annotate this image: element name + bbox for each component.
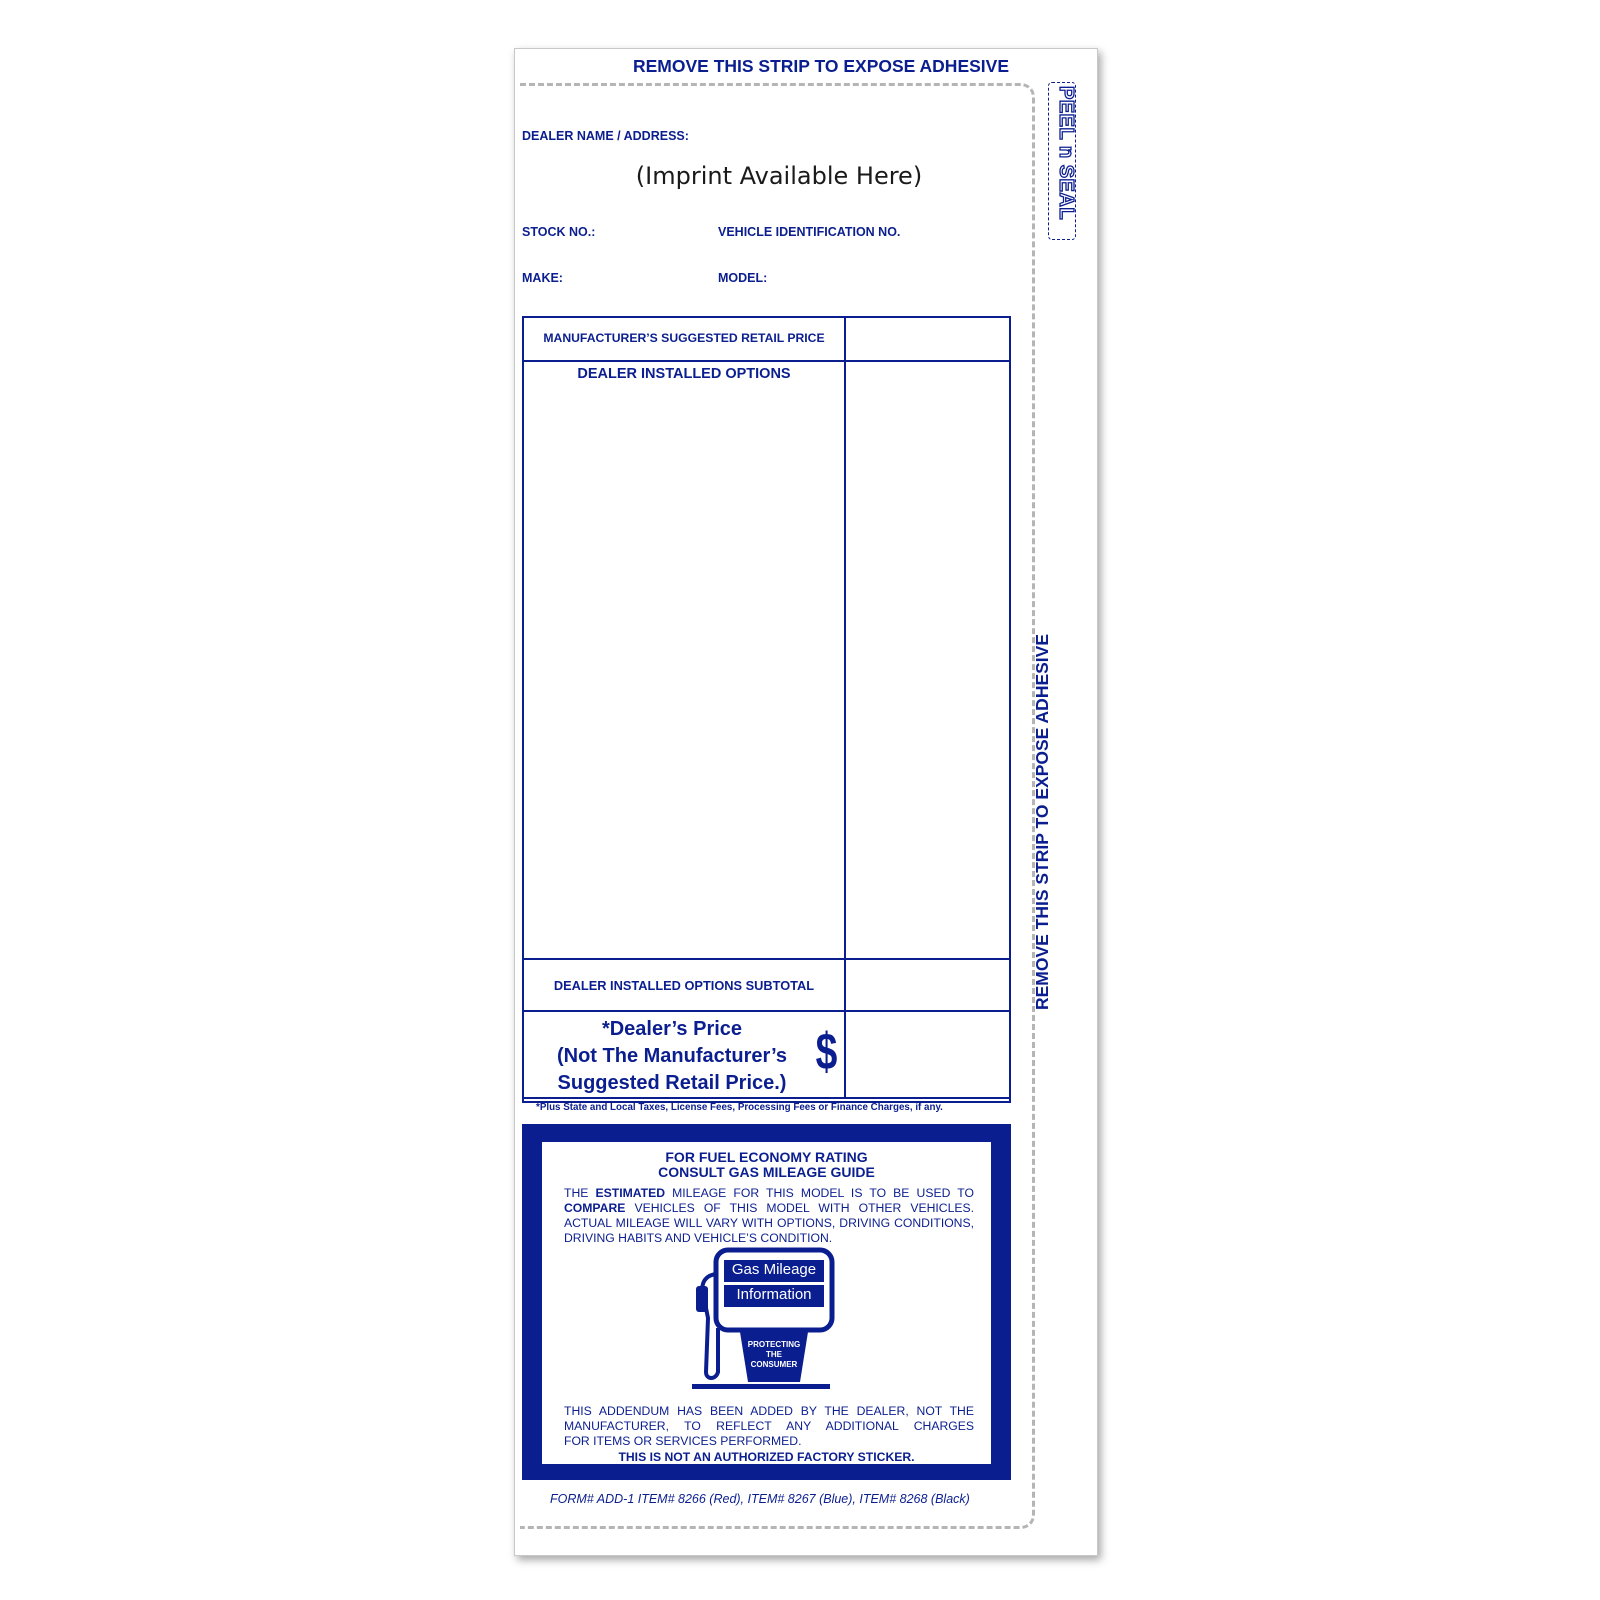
para-text: FOR ITEMS OR SERVICES PERFORMED. xyxy=(564,1434,802,1448)
para-text: VEHICLES OF THIS MODEL WITH OTHER VEHICLES. xyxy=(625,1201,974,1215)
para-bold: COMPARE xyxy=(564,1201,626,1215)
row-divider xyxy=(524,1097,1009,1099)
row-divider xyxy=(524,360,1009,362)
para-text: DRIVING HABITS AND VEHICLE’S CONDITION. xyxy=(564,1231,833,1245)
vin-label: VEHICLE IDENTIFICATION NO. xyxy=(718,225,901,239)
imprint-placeholder: (Imprint Available Here) xyxy=(635,162,923,190)
para-text: ACTUAL MILEAGE WILL VARY WITH OPTIONS, DRIVING CONDITIONS, xyxy=(564,1216,974,1230)
para-text: MILEAGE FOR THIS MODEL IS TO BE USED TO xyxy=(665,1186,974,1200)
options-subtotal-label: DEALER INSTALLED OPTIONS SUBTOTAL xyxy=(553,978,815,993)
pump-label-line2: Information xyxy=(736,1286,812,1303)
make-label: MAKE: xyxy=(522,271,563,285)
para-text: THIS ADDENDUM HAS BEEN ADDED BY THE DEALER, NOT THE xyxy=(564,1404,974,1418)
row-divider xyxy=(524,958,1009,960)
pump-tagline-line: CONSUMER xyxy=(750,1360,798,1369)
stock-number-label: STOCK NO.: xyxy=(522,225,596,239)
fuel-title-line2: CONSULT GAS MILEAGE GUIDE xyxy=(658,1164,875,1180)
row-divider xyxy=(524,1010,1009,1012)
price-footnote: *Plus State and Local Taxes, License Fees, Processing Fees or Finance Charges, if any. xyxy=(536,1102,943,1113)
pump-tagline-line: THE xyxy=(766,1350,782,1359)
not-factory-sticker: THIS IS NOT AN AUTHORIZED FACTORY STICKER. xyxy=(618,1450,915,1464)
dealer-price-line2: (Not The Manufacturer’s xyxy=(556,1045,788,1067)
fuel-title-line1: FOR FUEL ECONOMY RATING xyxy=(665,1149,868,1165)
para-bold: ESTIMATED xyxy=(595,1186,666,1200)
pump-tagline-line: PROTECTING xyxy=(747,1340,801,1349)
side-strip-label: REMOVE THIS STRIP TO EXPOSE ADHESIVE xyxy=(1032,633,1052,1010)
peel-n-seal-logo-text: PEEL n SEAL xyxy=(1055,86,1077,221)
dollar-sign: $ xyxy=(815,1023,838,1081)
para-text: THE xyxy=(564,1186,596,1200)
dealer-price-line3: Suggested Retail Price.) xyxy=(557,1072,787,1094)
model-label: MODEL: xyxy=(718,271,768,285)
dealer-price-line1: *Dealer’s Price xyxy=(601,1018,743,1040)
column-divider xyxy=(844,318,846,1097)
price-table xyxy=(522,316,1011,1113)
fuel-title xyxy=(542,1150,991,1180)
dealer-options-label: DEALER INSTALLED OPTIONS xyxy=(577,366,791,382)
addendum-disclaimer xyxy=(564,1404,974,1449)
dealer-name-label: DEALER NAME / ADDRESS: xyxy=(522,129,689,143)
top-strip-label: REMOVE THIS STRIP TO EXPOSE ADHESIVE xyxy=(632,56,1009,76)
form-item-numbers: FORM# ADD-1 ITEM# 8266 (Red), ITEM# 8267 (Blue), ITEM# 8268 (Black) xyxy=(550,1492,970,1506)
pump-label-line1: Gas Mileage xyxy=(731,1261,817,1278)
fuel-economy-inner xyxy=(542,1142,991,1464)
fuel-economy-panel xyxy=(522,1124,1011,1480)
pump-tagline xyxy=(740,1340,808,1370)
para-text: MANUFACTURER, TO REFLECT ANY ADDITIONAL CHARGES xyxy=(564,1419,974,1433)
estimate-paragraph xyxy=(564,1186,974,1246)
dealer-price-label xyxy=(524,1016,820,1097)
msrp-label: MANUFACTURER’S SUGGESTED RETAIL PRICE xyxy=(543,331,825,345)
